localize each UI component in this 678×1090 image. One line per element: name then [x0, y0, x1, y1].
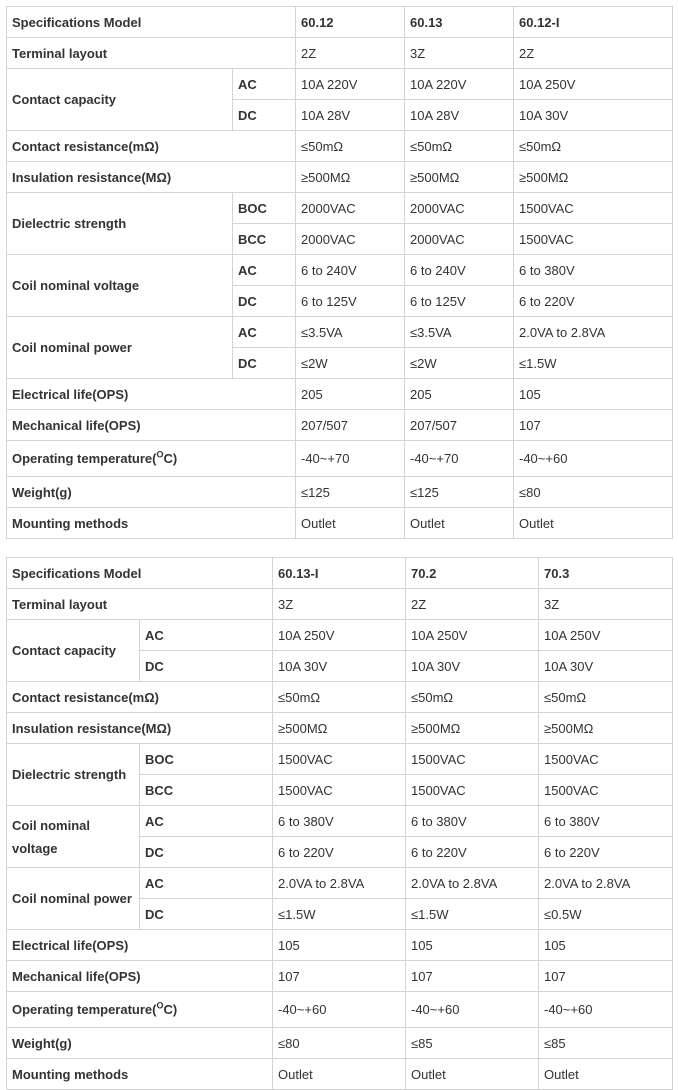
table-row [7, 1028, 673, 1059]
cell-value: 10A 250V [273, 620, 406, 651]
row-label: Coil nominal voltage [7, 255, 233, 317]
row-label: Mounting methods [7, 1059, 273, 1090]
cell-value: -40~+60 [539, 992, 673, 1028]
cell-value: ≥500MΩ [539, 713, 673, 744]
row-label: Terminal layout [7, 38, 296, 69]
table-row [7, 477, 673, 508]
row-label: Coil nominal power [7, 868, 140, 930]
table-row [7, 379, 673, 410]
cell-value: ≤1.5W [406, 899, 539, 930]
table-row [7, 255, 673, 286]
row-label: Mechanical life(OPS) [7, 410, 296, 441]
cell-value: 6 to 220V [273, 837, 406, 868]
cell-value: 10A 30V [514, 100, 673, 131]
cell-value: Outlet [296, 508, 405, 539]
cell-value: -40~+60 [273, 992, 406, 1028]
cell-value: ≤50mΩ [273, 682, 406, 713]
cell-value: ≥500MΩ [406, 713, 539, 744]
sub-label: DC [233, 348, 296, 379]
cell-value: Outlet [514, 508, 673, 539]
cell-value: 10A 30V [273, 651, 406, 682]
cell-value: ≤80 [273, 1028, 406, 1059]
cell-value: 10A 28V [405, 100, 514, 131]
cell-value: 1500VAC [273, 775, 406, 806]
cell-value: ≤2W [296, 348, 405, 379]
cell-value: -40~+70 [405, 441, 514, 477]
cell-value: 6 to 220V [539, 837, 673, 868]
cell-value: ≤85 [406, 1028, 539, 1059]
sub-label: AC [140, 620, 273, 651]
cell-value: 1500VAC [514, 193, 673, 224]
header-label: Specifications Model [7, 7, 296, 38]
sub-label: DC [233, 100, 296, 131]
row-label: Insulation resistance(MΩ) [7, 713, 273, 744]
cell-value: 2000VAC [405, 193, 514, 224]
row-label: Weight(g) [7, 1028, 273, 1059]
table-row [7, 558, 673, 589]
model-name: 60.13 [405, 7, 514, 38]
cell-value: ≤50mΩ [296, 131, 405, 162]
sub-label: BOC [140, 744, 273, 775]
cell-value: 10A 250V [539, 620, 673, 651]
table-row [7, 317, 673, 348]
cell-value: 107 [539, 961, 673, 992]
model-name: 70.3 [539, 558, 673, 589]
model-name: 60.13-I [273, 558, 406, 589]
row-label: Mechanical life(OPS) [7, 961, 273, 992]
cell-value: 6 to 240V [296, 255, 405, 286]
sub-label: AC [140, 806, 273, 837]
row-label: Electrical life(OPS) [7, 379, 296, 410]
row-label: Operating temperature($^O$C) [7, 441, 296, 477]
table-row [7, 162, 673, 193]
cell-value: 2.0VA to 2.8VA [539, 868, 673, 899]
cell-value: 107 [514, 410, 673, 441]
cell-value: 105 [539, 930, 673, 961]
table-row [7, 589, 673, 620]
cell-value: ≤50mΩ [406, 682, 539, 713]
cell-value: 205 [296, 379, 405, 410]
cell-value: 105 [273, 930, 406, 961]
model-name: 60.12-I [514, 7, 673, 38]
cell-value: 10A 250V [406, 620, 539, 651]
cell-value: 1500VAC [273, 744, 406, 775]
table-row [7, 69, 673, 100]
sub-label: BOC [233, 193, 296, 224]
model-name: 60.12 [296, 7, 405, 38]
spec-table-2 [6, 557, 673, 1090]
sub-label: AC [233, 69, 296, 100]
cell-value: 2.0VA to 2.8VA [273, 868, 406, 899]
row-label: Coil nominal power [7, 317, 233, 379]
table-row [7, 961, 673, 992]
cell-value: 3Z [273, 589, 406, 620]
table-row [7, 441, 673, 477]
row-label: Coil nominal voltage [7, 806, 140, 868]
row-label: Electrical life(OPS) [7, 930, 273, 961]
row-label: Operating temperature($^O$C) [7, 992, 273, 1028]
cell-value: 2000VAC [405, 224, 514, 255]
table-row [7, 868, 673, 899]
cell-value: 10A 30V [406, 651, 539, 682]
sub-label: AC [140, 868, 273, 899]
cell-value: Outlet [406, 1059, 539, 1090]
cell-value: 10A 250V [514, 69, 673, 100]
cell-value: 10A 30V [539, 651, 673, 682]
cell-value: ≤80 [514, 477, 673, 508]
cell-value: ≥500MΩ [296, 162, 405, 193]
cell-value: 6 to 220V [514, 286, 673, 317]
cell-value: ≥500MΩ [405, 162, 514, 193]
cell-value: 105 [406, 930, 539, 961]
cell-value: 207/507 [405, 410, 514, 441]
table-row [7, 7, 673, 38]
cell-value: 10A 220V [405, 69, 514, 100]
cell-value: 2000VAC [296, 224, 405, 255]
cell-value: ≤50mΩ [539, 682, 673, 713]
table-row [7, 806, 673, 837]
table-row [7, 131, 673, 162]
spec-table-1 [6, 6, 673, 539]
table-row [7, 1059, 673, 1090]
cell-value: 1500VAC [539, 744, 673, 775]
cell-value: -40~+60 [406, 992, 539, 1028]
cell-value: 105 [514, 379, 673, 410]
cell-value: Outlet [273, 1059, 406, 1090]
sub-label: AC [233, 255, 296, 286]
table-row [7, 508, 673, 539]
cell-value: 2.0VA to 2.8VA [514, 317, 673, 348]
cell-value: -40~+60 [514, 441, 673, 477]
table-row [7, 744, 673, 775]
cell-value: 10A 220V [296, 69, 405, 100]
cell-value: ≤50mΩ [405, 131, 514, 162]
row-label: Insulation resistance(MΩ) [7, 162, 296, 193]
cell-value: ≤125 [405, 477, 514, 508]
cell-value: 2Z [406, 589, 539, 620]
table-row [7, 713, 673, 744]
table-row [7, 992, 673, 1028]
sub-label: DC [140, 651, 273, 682]
cell-value: ≤3.5VA [405, 317, 514, 348]
row-label: Mounting methods [7, 508, 296, 539]
cell-value: ≤0.5W [539, 899, 673, 930]
table-row [7, 620, 673, 651]
cell-value: 10A 28V [296, 100, 405, 131]
cell-value: 3Z [539, 589, 673, 620]
row-label: Contact capacity [7, 620, 140, 682]
sub-label: AC [233, 317, 296, 348]
cell-value: 207/507 [296, 410, 405, 441]
sub-label: BCC [233, 224, 296, 255]
cell-value: ≥500MΩ [514, 162, 673, 193]
row-label: Dielectric strength [7, 193, 233, 255]
cell-value: ≤3.5VA [296, 317, 405, 348]
cell-value: 6 to 380V [406, 806, 539, 837]
cell-value: Outlet [539, 1059, 673, 1090]
cell-value: 1500VAC [406, 744, 539, 775]
cell-value: 2.0VA to 2.8VA [406, 868, 539, 899]
cell-value: 107 [406, 961, 539, 992]
cell-value: ≤2W [405, 348, 514, 379]
table-row [7, 410, 673, 441]
cell-value: -40~+70 [296, 441, 405, 477]
row-label: Contact capacity [7, 69, 233, 131]
cell-value: ≤1.5W [514, 348, 673, 379]
cell-value: 1500VAC [406, 775, 539, 806]
cell-value: ≤50mΩ [514, 131, 673, 162]
sub-label: DC [140, 837, 273, 868]
cell-value: 6 to 380V [273, 806, 406, 837]
cell-value: 3Z [405, 38, 514, 69]
table-row [7, 682, 673, 713]
row-label: Weight(g) [7, 477, 296, 508]
header-label: Specifications Model [7, 558, 273, 589]
cell-value: 6 to 220V [406, 837, 539, 868]
cell-value: 6 to 125V [296, 286, 405, 317]
model-name: 70.2 [406, 558, 539, 589]
cell-value: 6 to 240V [405, 255, 514, 286]
row-label: Terminal layout [7, 589, 273, 620]
row-label: Contact resistance(mΩ) [7, 682, 273, 713]
table-row [7, 930, 673, 961]
row-label: Contact resistance(mΩ) [7, 131, 296, 162]
cell-value: Outlet [405, 508, 514, 539]
cell-value: 6 to 380V [514, 255, 673, 286]
table-row [7, 38, 673, 69]
cell-value: 107 [273, 961, 406, 992]
row-label: Dielectric strength [7, 744, 140, 806]
cell-value: ≤85 [539, 1028, 673, 1059]
cell-value: 6 to 380V [539, 806, 673, 837]
table-row [7, 193, 673, 224]
cell-value: 1500VAC [514, 224, 673, 255]
cell-value: 6 to 125V [405, 286, 514, 317]
cell-value: 2000VAC [296, 193, 405, 224]
cell-value: ≤125 [296, 477, 405, 508]
cell-value: ≤1.5W [273, 899, 406, 930]
cell-value: 205 [405, 379, 514, 410]
sub-label: DC [233, 286, 296, 317]
cell-value: 2Z [514, 38, 673, 69]
cell-value: 2Z [296, 38, 405, 69]
sub-label: DC [140, 899, 273, 930]
sub-label: BCC [140, 775, 273, 806]
cell-value: 1500VAC [539, 775, 673, 806]
cell-value: ≥500MΩ [273, 713, 406, 744]
